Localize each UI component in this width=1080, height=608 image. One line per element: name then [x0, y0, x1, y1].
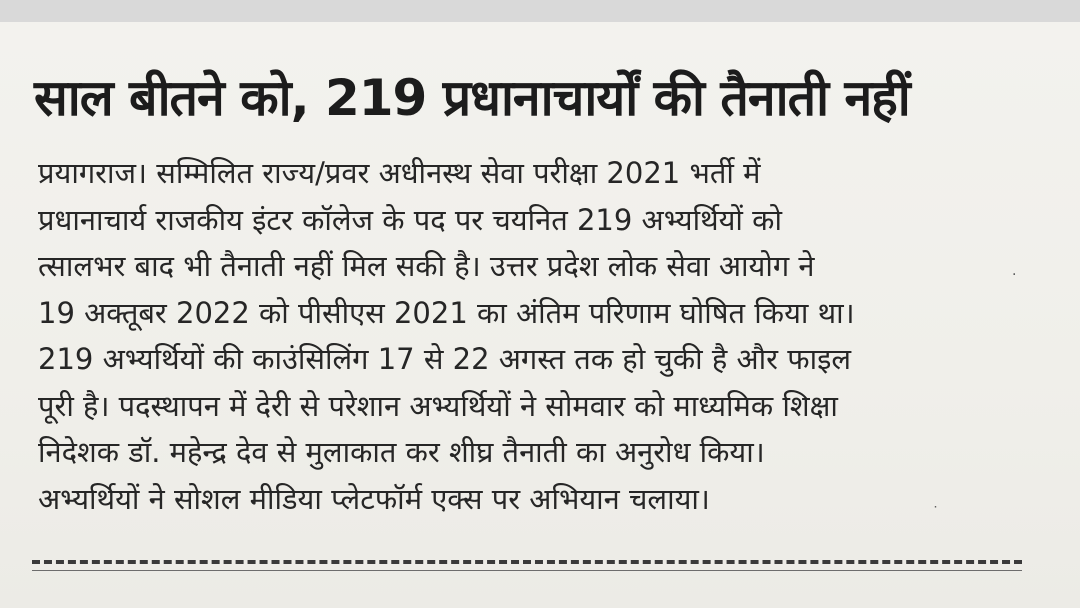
top-border-strip: [0, 0, 1080, 22]
print-speck: ·: [1012, 267, 1017, 283]
thin-divider: [32, 570, 1022, 571]
body-line: 219 अभ्यर्थियों की काउंसिलिंग 17 से 22 अगस्त तक हो चुकी है और फाइल: [38, 342, 851, 376]
body-line: अभ्यर्थियों ने सोशल मीडिया प्लेटफॉर्म एक्स पर अभियान चलाया।: [38, 481, 710, 516]
body-line: प्रयागराज। सम्मिलित राज्य/प्रवर अधीनस्थ सेवा परीक्षा 2021 भर्ती में: [38, 156, 761, 190]
body-line: निदेशक डॉ. महेन्द्र देव से मुलाकात कर शीघ्र तैनाती का अनुरोध किया।: [38, 435, 765, 469]
body-line: पूरी है। पदस्थापन में देरी से परेशान अभ्यर्थियों ने सोमवार को माध्यमिक शिक्षा: [38, 388, 838, 423]
body-line: प्रधानाचार्य राजकीय इंटर कॉलेज के पद पर चयनित 219 अभ्यर्थियों को: [38, 202, 782, 237]
dashed-divider: [32, 560, 1022, 564]
body-line: त्सालभर बाद भी तैनाती नहीं मिल सकी है। उत्तर प्रदेश लोक सेवा आयोग ने: [38, 249, 815, 283]
body-line: 19 अक्तूबर 2022 को पीसीएस 2021 का अंतिम परिणाम घोषित किया था।: [38, 295, 855, 330]
print-speck: ˙: [932, 505, 939, 521]
article-headline: साल बीतने को, 219 प्रधानाचार्यों की तैनाती नहीं: [34, 69, 910, 127]
article-body: [38, 150, 1028, 522]
